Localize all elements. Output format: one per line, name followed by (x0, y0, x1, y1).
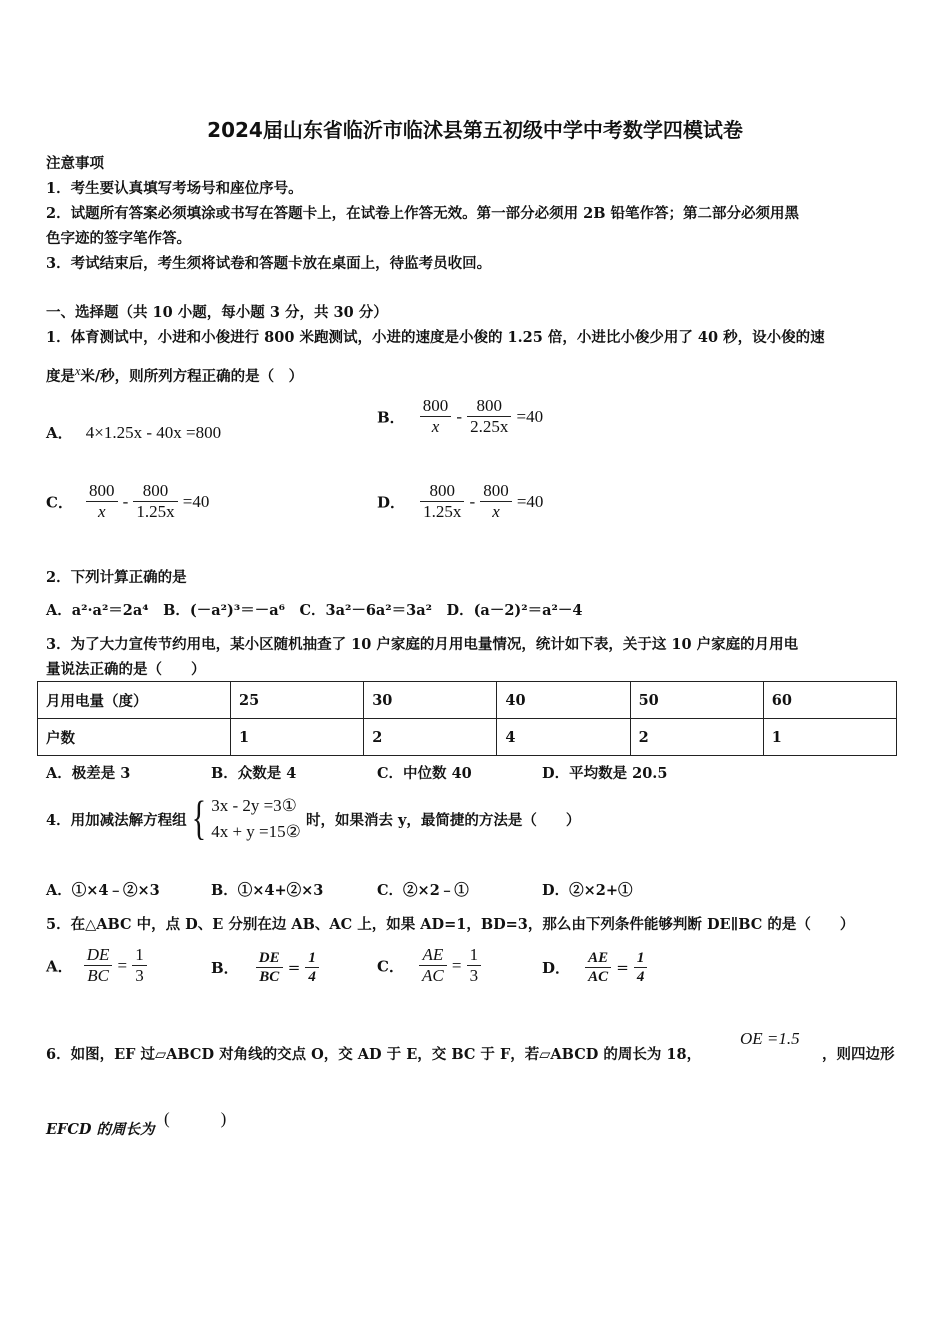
q1-stem-a: 度是 (46, 367, 75, 385)
table-cell: 户数 (38, 719, 231, 756)
table-cell: 2 (630, 719, 763, 756)
section-heading: 一、选择题（共 10 小题，每小题 3 分，共 30 分） (46, 304, 388, 321)
q5-stem: 5．在△ABC 中，点 D、E 分别在边 AB、AC 上，如果 AD=1，BD=3，那么由下列条件能够判断 DE∥BC 的是（ ） (46, 916, 855, 933)
q1-d-den1: 1.25x (423, 502, 462, 522)
q5-c-rnum: 1 (467, 945, 482, 966)
q5-d-label: D． (542, 959, 571, 977)
q4-stem-a: 4．用加减法解方程组 (46, 811, 187, 829)
q5-b-num: DE (256, 949, 283, 968)
q1-var: x (75, 364, 81, 378)
q2-stem: 2．下列计算正确的是 (46, 569, 187, 586)
q5-a-den: BC (87, 966, 109, 986)
q1-c-num2: 800 (133, 481, 177, 502)
q6-stem-end: ，则四边形 (822, 1046, 895, 1063)
q5-option-a[interactable] (46, 945, 147, 987)
table-cell: 40 (497, 682, 630, 719)
q1-option-b[interactable] (377, 396, 543, 438)
q4-eq1: 3x - 2y =3① (211, 796, 297, 815)
notice-item-1: 1．考生要认真填写考场号和座位序号。 (46, 180, 303, 197)
q5-c-den: AC (422, 966, 444, 986)
q1-c-rhs: =40 (182, 491, 210, 511)
q1-option-a[interactable] (46, 422, 221, 443)
table-cell: 2 (364, 719, 497, 756)
q1-b-num2: 800 (467, 396, 511, 417)
q1-b-op: - (456, 406, 463, 426)
q5-d-rnum: 1 (634, 949, 648, 968)
q3-stem-cont: 量说法正确的是（ ） (46, 661, 206, 678)
q5-b-rden: 4 (308, 969, 316, 985)
q4-option-d[interactable]: D．②×2+① (542, 882, 633, 899)
q5-a-rnum: 1 (132, 945, 147, 966)
q1-c-label: C． (46, 493, 73, 512)
q1-b-den1: x (431, 417, 440, 437)
q1-c-den2: 1.25x (136, 502, 175, 522)
q1-b-num1: 800 (420, 396, 452, 417)
q3-option-c[interactable]: C．中位数 40 (377, 765, 472, 782)
q1-c-num1: 800 (86, 481, 118, 502)
q5-option-d[interactable] (542, 949, 647, 986)
q4-stem-b: 时，如果消去 y，最简捷的方法是（ ） (305, 811, 581, 829)
q5-d-rden: 4 (636, 969, 645, 985)
notice-item-3: 3．考试结束后，考生须将试卷和答题卡放在桌面上，待监考员收回。 (46, 255, 492, 272)
q1-option-d[interactable] (377, 481, 543, 523)
q1-option-c[interactable] (46, 481, 209, 523)
page-title: 2024届山东省临沂市临沭县第五初级中学中考数学四模试卷 (207, 118, 743, 142)
q6-stem-line2: EFCD 的周长为 (46, 1121, 155, 1138)
q5-a-label: A． (46, 957, 73, 976)
q6-stem: 6．如图，EF 过▱ABCD 对角线的交点 O，交 AD 于 E，交 BC 于 F，若▱ABCD 的周长为 18， (46, 1046, 702, 1063)
electricity-table (37, 681, 897, 756)
q1-d-rhs: =40 (516, 491, 544, 511)
q1-d-op: - (469, 491, 476, 511)
table-cell: 1 (763, 719, 896, 756)
q3-option-b[interactable]: B．众数是 4 (211, 765, 297, 782)
table-row (38, 682, 897, 719)
table-cell: 月用电量（度） (38, 682, 231, 719)
q4-stem (46, 793, 580, 846)
q3-stem: 3．为了大力宣传节约用电，某小区随机抽查了 10 户家庭的月用电量情况，统计如下表，关于这 10 户家庭的月用电 (46, 636, 799, 653)
q6-answer-paren: ( ) (164, 1109, 227, 1128)
table-cell: 1 (231, 719, 364, 756)
q1-c-den1: x (98, 502, 106, 522)
table-cell: 4 (497, 719, 630, 756)
q5-b-den: BC (259, 969, 280, 985)
q5-d-den: AC (588, 969, 609, 985)
q5-a-eq: = (117, 955, 128, 975)
q1-d-den2: x (492, 502, 500, 522)
q1-d-label: D． (377, 493, 406, 512)
q4-system (211, 793, 301, 846)
q4-option-b[interactable]: B．①×4+②×3 (211, 882, 324, 899)
q2-options[interactable]: A．a²·a²＝2a⁴ B．(－a²)³＝－a⁶ C．3a²－6a²＝3a² D．(a－2)²＝a²－4 (46, 602, 583, 619)
q1-a-label: A． (46, 424, 73, 442)
brace-symbol: { (191, 792, 207, 845)
q1-b-den2: 2.25x (470, 417, 509, 437)
q3-option-a[interactable]: A．极差是 3 (46, 765, 131, 782)
q5-d-eq: = (616, 958, 629, 977)
notice-item-2: 2．试题所有答案必须填涂或书写在答题卡上，在试卷上作答无效。第一部分必须用 2B 铅笔作答；第二部分必须用黑 (46, 205, 800, 222)
q1-stem: 1．体育测试中，小进和小俊进行 800 米跑测试，小进的速度是小俊的 1.25 倍，小进比小俊少用了 40 秒，设小俊的速 (46, 329, 825, 346)
q5-b-eq: = (287, 958, 301, 977)
q1-b-rhs: =40 (516, 406, 544, 426)
q1-stem-b: 米/秒，则所列方程正确的是（ ） (80, 367, 304, 385)
q4-option-c[interactable]: C．②×2﹣① (377, 882, 469, 899)
notice-item-2-cont: 色字迹的签字笔作答。 (46, 230, 191, 247)
q4-eq2: 4x + y =15② (211, 822, 301, 842)
q5-c-label: C． (377, 957, 404, 976)
q5-c-num: AE (419, 945, 447, 966)
q4-option-a[interactable]: A．①×4﹣②×3 (46, 882, 160, 899)
q5-option-c[interactable] (377, 945, 481, 987)
q1-a-expr: 4×1.25x - 40x =800 (85, 423, 222, 442)
q5-a-rden: 3 (135, 966, 144, 986)
q1-d-num2: 800 (480, 481, 512, 502)
table-cell: 60 (763, 682, 896, 719)
q1-b-label: B． (377, 408, 405, 427)
q5-option-b[interactable] (211, 949, 319, 986)
q5-b-label: B． (211, 959, 239, 977)
table-row (38, 719, 897, 756)
q5-c-rden: 3 (469, 966, 479, 986)
q5-c-eq: = (451, 955, 462, 975)
q5-d-num: AE (585, 949, 611, 968)
notice-heading: 注意事项 (46, 155, 104, 172)
q5-b-rnum: 1 (305, 949, 319, 968)
q1-d-num1: 800 (420, 481, 464, 502)
q3-option-d[interactable]: D．平均数是 20.5 (542, 765, 668, 782)
q1-c-op: - (122, 491, 129, 511)
table-cell: 25 (231, 682, 364, 719)
table-cell: 30 (364, 682, 497, 719)
q5-a-num: DE (84, 945, 113, 966)
table-cell: 50 (630, 682, 763, 719)
q1-stem-cont (46, 364, 303, 386)
q6-oe-value: OE =1.5 (740, 1029, 800, 1048)
